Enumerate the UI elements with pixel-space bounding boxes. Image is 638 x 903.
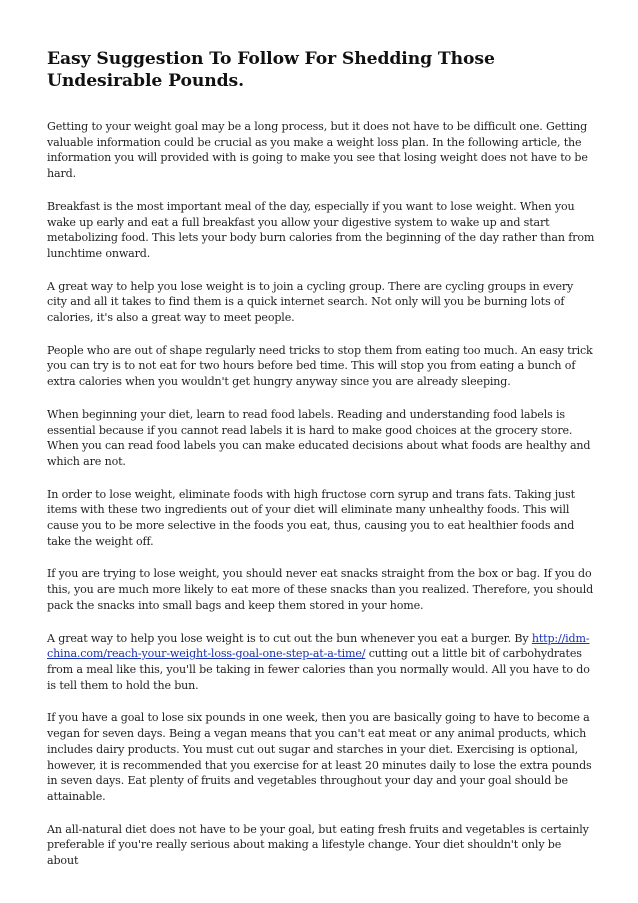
article-link[interactable]: http://idm-china.com/reach-your-weight-loss-goal-one-step-at-a-time/: [47, 631, 590, 661]
paragraph-breakfast: Breakfast is the most important meal of the day, especially if you want to lose weight. When you wake up early and eat a full breakfast you allow your digestive system to wake up and start metabolizing food. This lets your body burn calories from the beginning of the day rather than from lunchtime onward.: [47, 199, 595, 260]
paragraph-natural-diet: An all-natural diet does not have to be your goal, but eating fresh fruits and vegetables is certainly preferable if you're really serious about making a lifestyle change. Your diet shouldn't only be about: [47, 822, 589, 868]
paragraph-burger-after: cutting out a little bit of carbohydrates from a meal like this, you'll be taking in fewer calories than you normally would. All you have to do is tell them to hold the bun.: [47, 647, 590, 692]
paragraph-intro: Getting to your weight goal may be a long process, but it does not have to be difficult one. Getting valuable information could be crucial as you make a weight loss plan. In the following article, the information you will provided with is going to make you see that losing weight does not have to be hard.: [47, 120, 588, 181]
paragraph-fructose: In order to lose weight, eliminate foods with high fructose corn syrup and trans fats. Taking just items with these two ingredients out of your diet will eliminate many unhealthy foods. This will cause you to be more selective in the foods you eat, thus, causing you to eat healthier foods and take the weight off.: [47, 487, 575, 548]
paragraph-burger-before: A great way to help you lose weight is to cut out the bun whenever you eat a burger. By: [47, 631, 532, 645]
paragraph-food-labels: When beginning your diet, learn to read food labels. Reading and understanding food labels is essential because if you cannot read labels it is hard to make good choices at the grocery store. When you can read food labels you can make educated decisions about what foods are healthy and which are not.: [47, 407, 591, 468]
paragraph-vegan: If you have a goal to lose six pounds in one week, then you are basically going to have to become a vegan for seven days. Being a vegan means that you can't eat meat or any animal products, which includes dairy products. You must cut out sugar and starches in your diet. Exercising is optional, however, it is recommended that you exercise for at least 20 minutes daily to lose the extra pounds in seven days. Eat plenty of fruits and vegetables throughout your day and your goal should be attainable.: [47, 711, 592, 803]
paragraph-burger: [47, 631, 595, 694]
paragraph-cycling: A great way to help you lose weight is to join a cycling group. There are cycling groups in every city and all it takes to find them is a quick internet search. Not only will you be burning lots of calories, it's also a great way to meet people.: [47, 279, 574, 325]
paragraph-snacks: If you are trying to lose weight, you should never eat snacks straight from the box or bag. If you do this, you are much more likely to eat more of these snacks than you realized. Therefore, you should pack the snacks into small bags and keep them stored in your home.: [47, 567, 594, 612]
paragraph-bedtime: People who are out of shape regularly need tricks to stop them from eating too much. An easy trick you can try is to not eat for two hours before bed time. This will stop you from eating a bunch of extra calories when you wouldn't get hungry anyway since you are already sleeping.: [47, 343, 593, 389]
document-page: [47, 48, 595, 886]
document-title: Easy Suggestion To Follow For Shedding Those Undesirable Pounds.: [47, 49, 495, 91]
